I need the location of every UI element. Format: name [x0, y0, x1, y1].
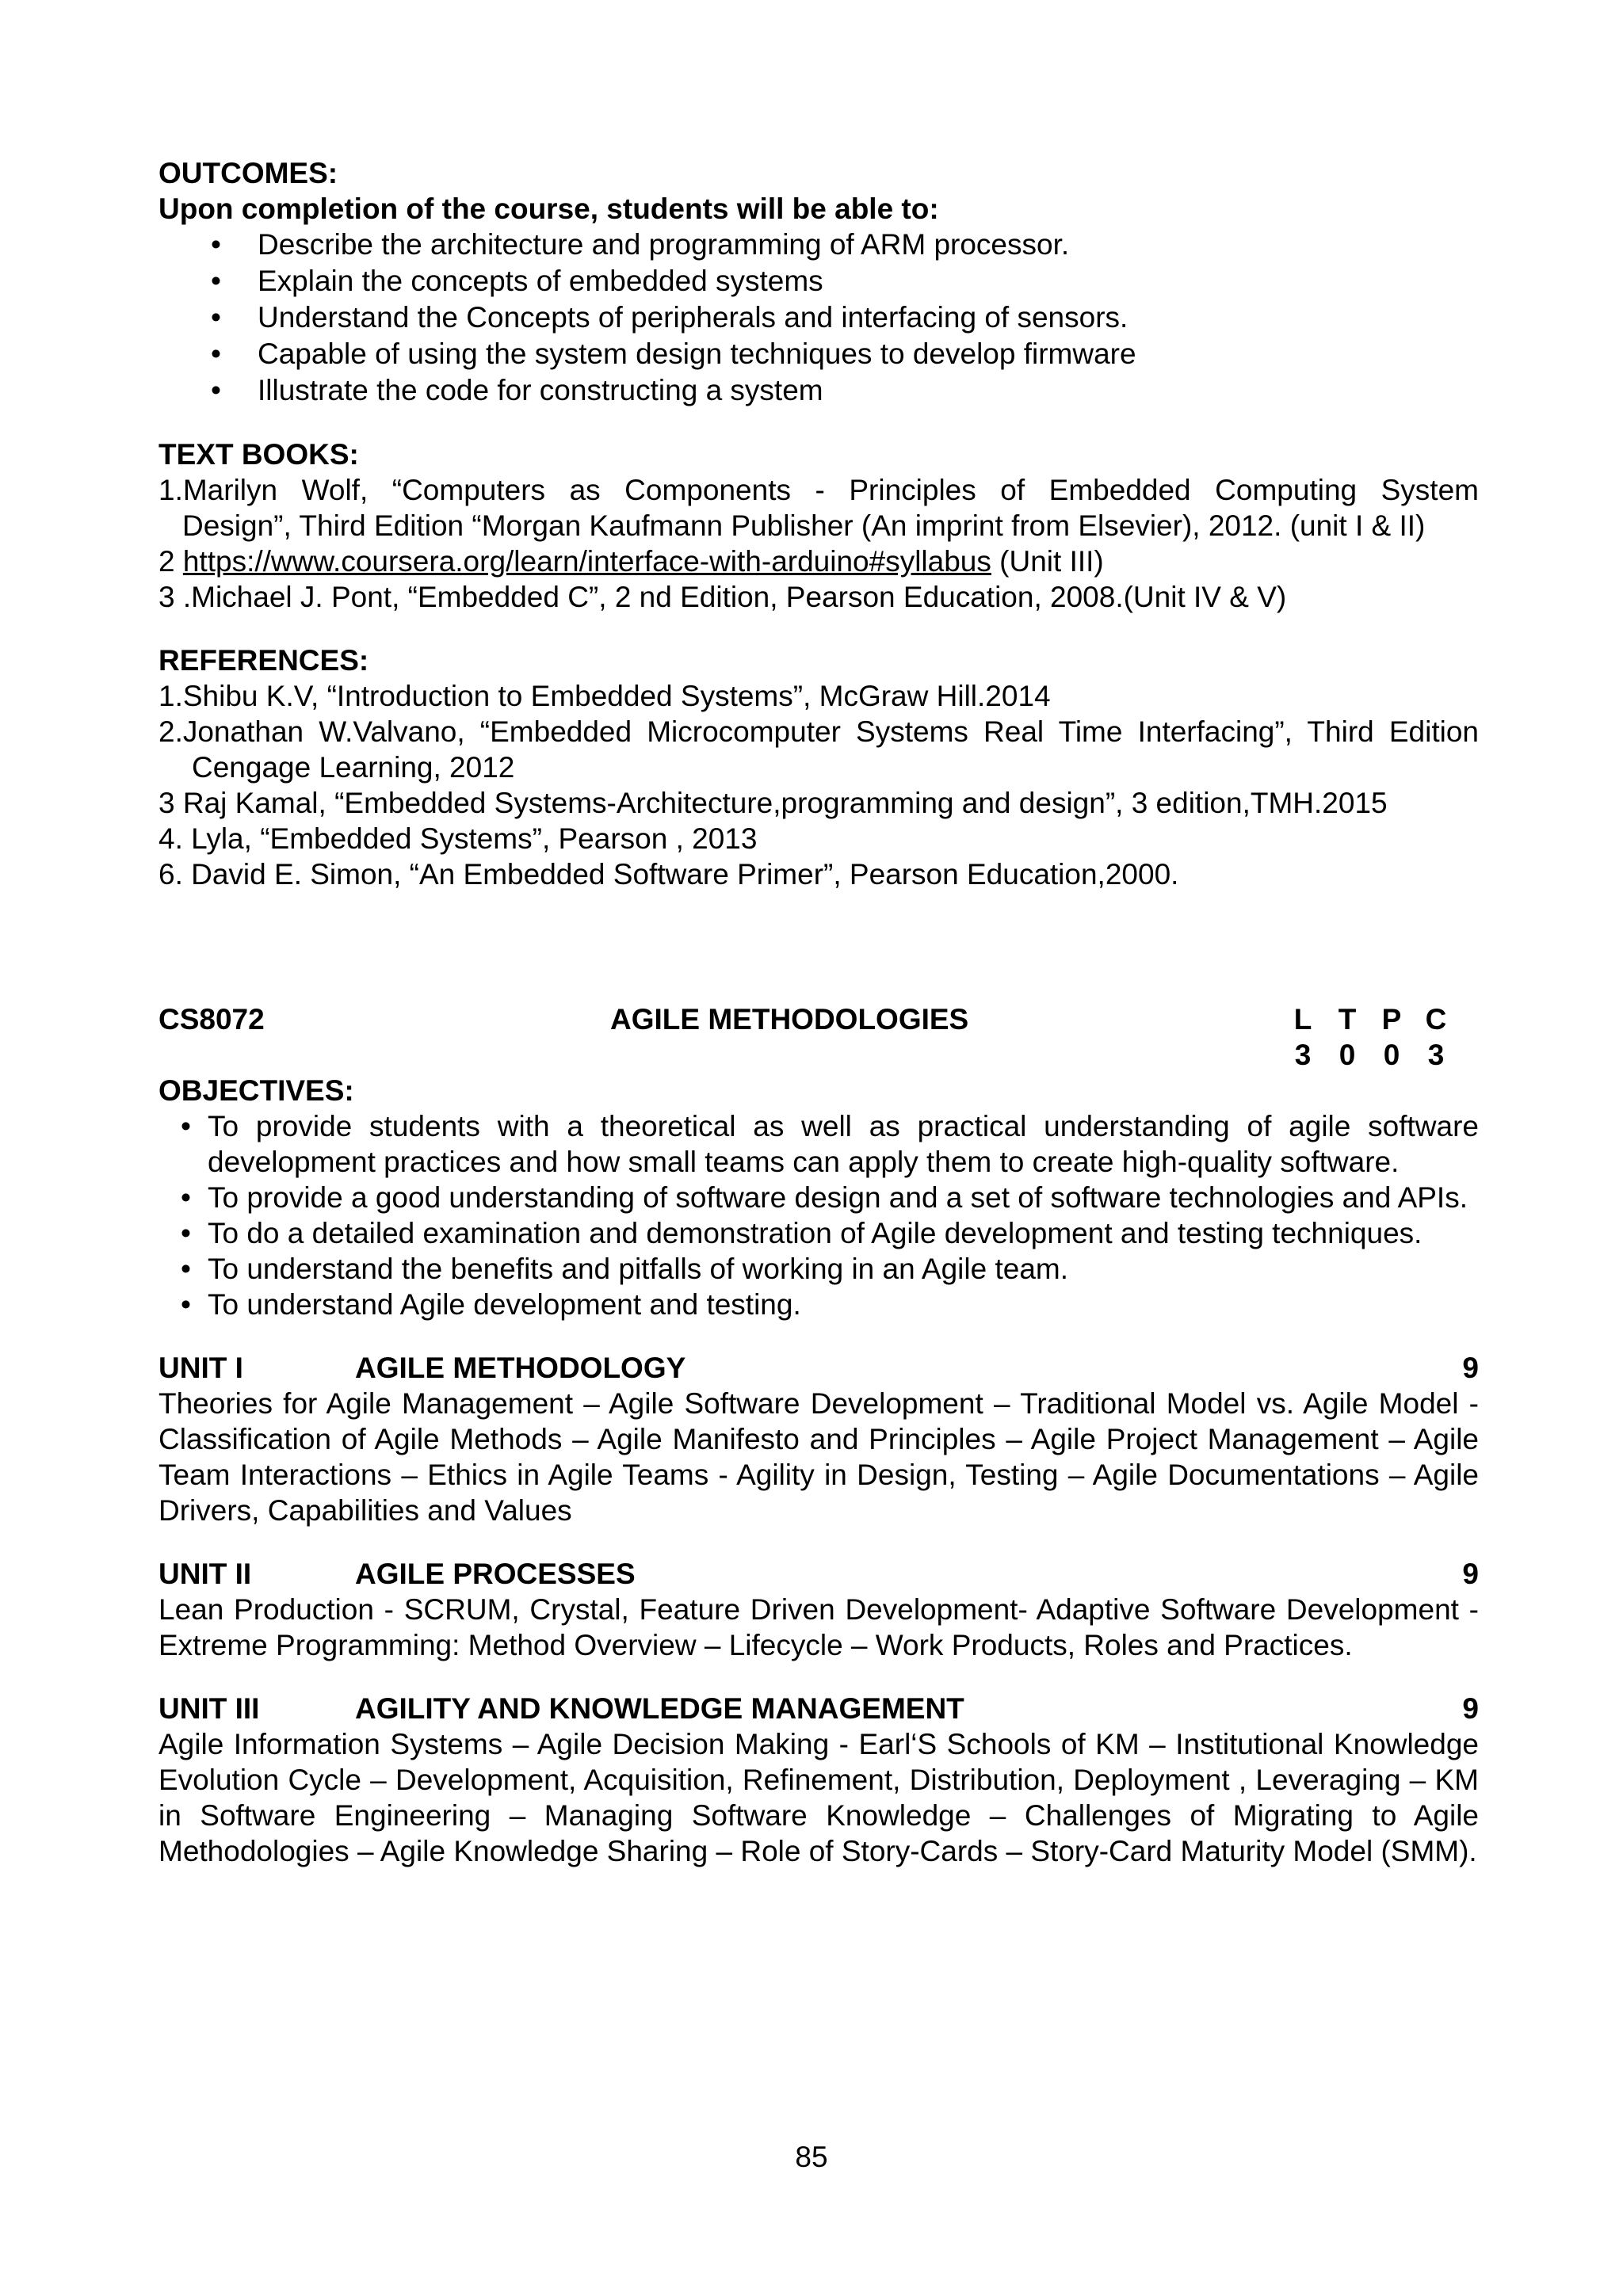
- ltpc-label: L: [1293, 1003, 1312, 1035]
- outcome-item: • Describe the architecture and programming of ARM processor.: [158, 227, 1479, 263]
- ltpc-label: P: [1381, 1003, 1402, 1035]
- reference-1: 1.Shibu K.V, “Introduction to Embedded Systems”, McGraw Hill.2014: [158, 680, 1051, 712]
- unit-title: AGILE PROCESSES: [355, 1558, 636, 1590]
- ltpc-value: 0: [1338, 1039, 1356, 1071]
- reference-4: 4. Lyla, “Embedded Systems”, Pearson , 2013: [158, 822, 758, 855]
- course-title: AGILE METHODOLOGIES: [610, 1003, 969, 1035]
- spacer: [158, 615, 1479, 643]
- unit-hours: 9: [1462, 1352, 1479, 1384]
- unit-2-header: [158, 1556, 1479, 1592]
- course-header: [158, 1001, 1479, 1073]
- spacer: [158, 1663, 1479, 1691]
- spacer: [158, 1322, 1479, 1350]
- outcome-item: • Understand the Concepts of peripherals and interfacing of sensors.: [158, 299, 1479, 336]
- unit-2-content: Lean Production - SCRUM, Crystal, Feature Driven Development- Adaptive Software Development - Extreme Programming: Method Overview – Lifecycle – Work Products, Roles and Practices.: [158, 1593, 1479, 1661]
- spacer: [158, 1528, 1479, 1556]
- unit-number: UNIT II: [158, 1558, 252, 1590]
- unit-number: UNIT III: [158, 1692, 260, 1725]
- outcome-item: • Capable of using the system design techniques to develop firmware: [158, 336, 1479, 372]
- unit-3-header: [158, 1691, 1479, 1726]
- reference-2-line1: 2.Jonathan W.Valvano, “Embedded Microcomputer Systems Real Time Interfacing”, Third Edition: [158, 715, 1479, 748]
- textbook-1-line2: Design”, Third Edition “Morgan Kaufmann Publisher (An imprint from Elsevier), 2012. (unit I & II): [182, 509, 1426, 542]
- coursera-link[interactable]: https://www.coursera.org/learn/interface-with-arduino#syllabus: [182, 545, 991, 578]
- outcomes-list: [158, 227, 1479, 409]
- ltpc-label: T: [1338, 1003, 1357, 1035]
- ltpc-table: [1281, 1001, 1471, 1073]
- spacer: [158, 409, 1479, 437]
- objectives-list: [158, 1108, 1479, 1322]
- unit-title: AGILITY AND KNOWLEDGE MANAGEMENT: [355, 1692, 964, 1725]
- unit-hours: 9: [1462, 1558, 1479, 1590]
- objective-item: • To understand Agile development and testing.: [158, 1287, 1479, 1322]
- textbook-1-line1: 1.Marilyn Wolf, “Computers as Components - Principles of Embedded Computing System: [158, 474, 1479, 506]
- reference-6: 6. David E. Simon, “An Embedded Software Primer”, Pearson Education,2000.: [158, 858, 1179, 891]
- unit-hours: 9: [1462, 1692, 1479, 1725]
- unit-1-content: Theories for Agile Management – Agile Software Development – Traditional Model vs. Agile Model - Classification of Agile Methods – Agile Manifesto and Principles – Agile Project Management – Agile Team Interactions – Ethics in Agile Teams - Agility in Design, Testing – Agile Documentations – Agile Drivers, Capabilities and Values: [158, 1387, 1479, 1527]
- textbook-2-suffix: (Unit III): [991, 545, 1104, 578]
- outcome-item: • Illustrate the code for constructing a system: [158, 372, 1479, 409]
- outcomes-heading: OUTCOMES:: [158, 157, 338, 189]
- course-code: CS8072: [158, 1003, 265, 1035]
- textbooks-heading: TEXT BOOKS:: [158, 438, 359, 471]
- references-heading: REFERENCES:: [158, 644, 369, 677]
- objective-item: • To provide students with a theoretical as well as practical understanding of agile software development practices and how small teams can apply them to create high-quality software.: [158, 1108, 1479, 1180]
- ltpc-value: 3: [1427, 1039, 1445, 1071]
- unit-1-header: [158, 1350, 1479, 1386]
- textbook-3: 3 .Michael J. Pont, “Embedded C”, 2 nd Edition, Pearson Education, 2008.(Unit IV & V): [158, 581, 1287, 613]
- ltpc-labels: [1281, 1001, 1471, 1037]
- ltpc-label: C: [1425, 1003, 1447, 1035]
- textbook-2: [158, 543, 1479, 579]
- ltpc-value: 0: [1383, 1039, 1400, 1071]
- objectives-heading: OBJECTIVES:: [158, 1074, 354, 1107]
- reference-2-line2: Cengage Learning, 2012: [192, 751, 515, 784]
- outcome-item: • Explain the concepts of embedded systems: [158, 263, 1479, 299]
- unit-number: UNIT I: [158, 1352, 243, 1384]
- ltpc-value: 3: [1294, 1039, 1312, 1071]
- unit-3-content: Agile Information Systems – Agile Decision Making - Earl‘S Schools of KM – Institutional Knowledge Evolution Cycle – Development, Acquisition, Refinement, Distribution, Deployment , Leveraging – KM in Software Engineering – Managing Software Knowledge – Challenges of Migrating to Agile Methodologies – Agile Knowledge Sharing – Role of Story-Cards – Story-Card Maturity Model (SMM).: [158, 1728, 1479, 1867]
- reference-3: 3 Raj Kamal, “Embedded Systems-Architecture,programming and design”, 3 edition,TMH.2015: [158, 787, 1388, 819]
- textbook-2-prefix: 2: [158, 545, 183, 578]
- outcomes-intro: Upon completion of the course, students will be able to:: [158, 193, 939, 225]
- objective-item: • To do a detailed examination and demonstration of Agile development and testing techniques.: [158, 1215, 1479, 1251]
- ltpc-values: [1281, 1037, 1471, 1073]
- objective-item: • To understand the benefits and pitfalls of working in an Agile team.: [158, 1251, 1479, 1287]
- unit-title: AGILE METHODOLOGY: [355, 1352, 686, 1384]
- objective-item: • To provide a good understanding of software design and a set of software technologies and APIs.: [158, 1180, 1479, 1215]
- page-number: 85: [795, 2141, 828, 2173]
- spacer: [158, 892, 1479, 1001]
- document-page: [158, 155, 1479, 1869]
